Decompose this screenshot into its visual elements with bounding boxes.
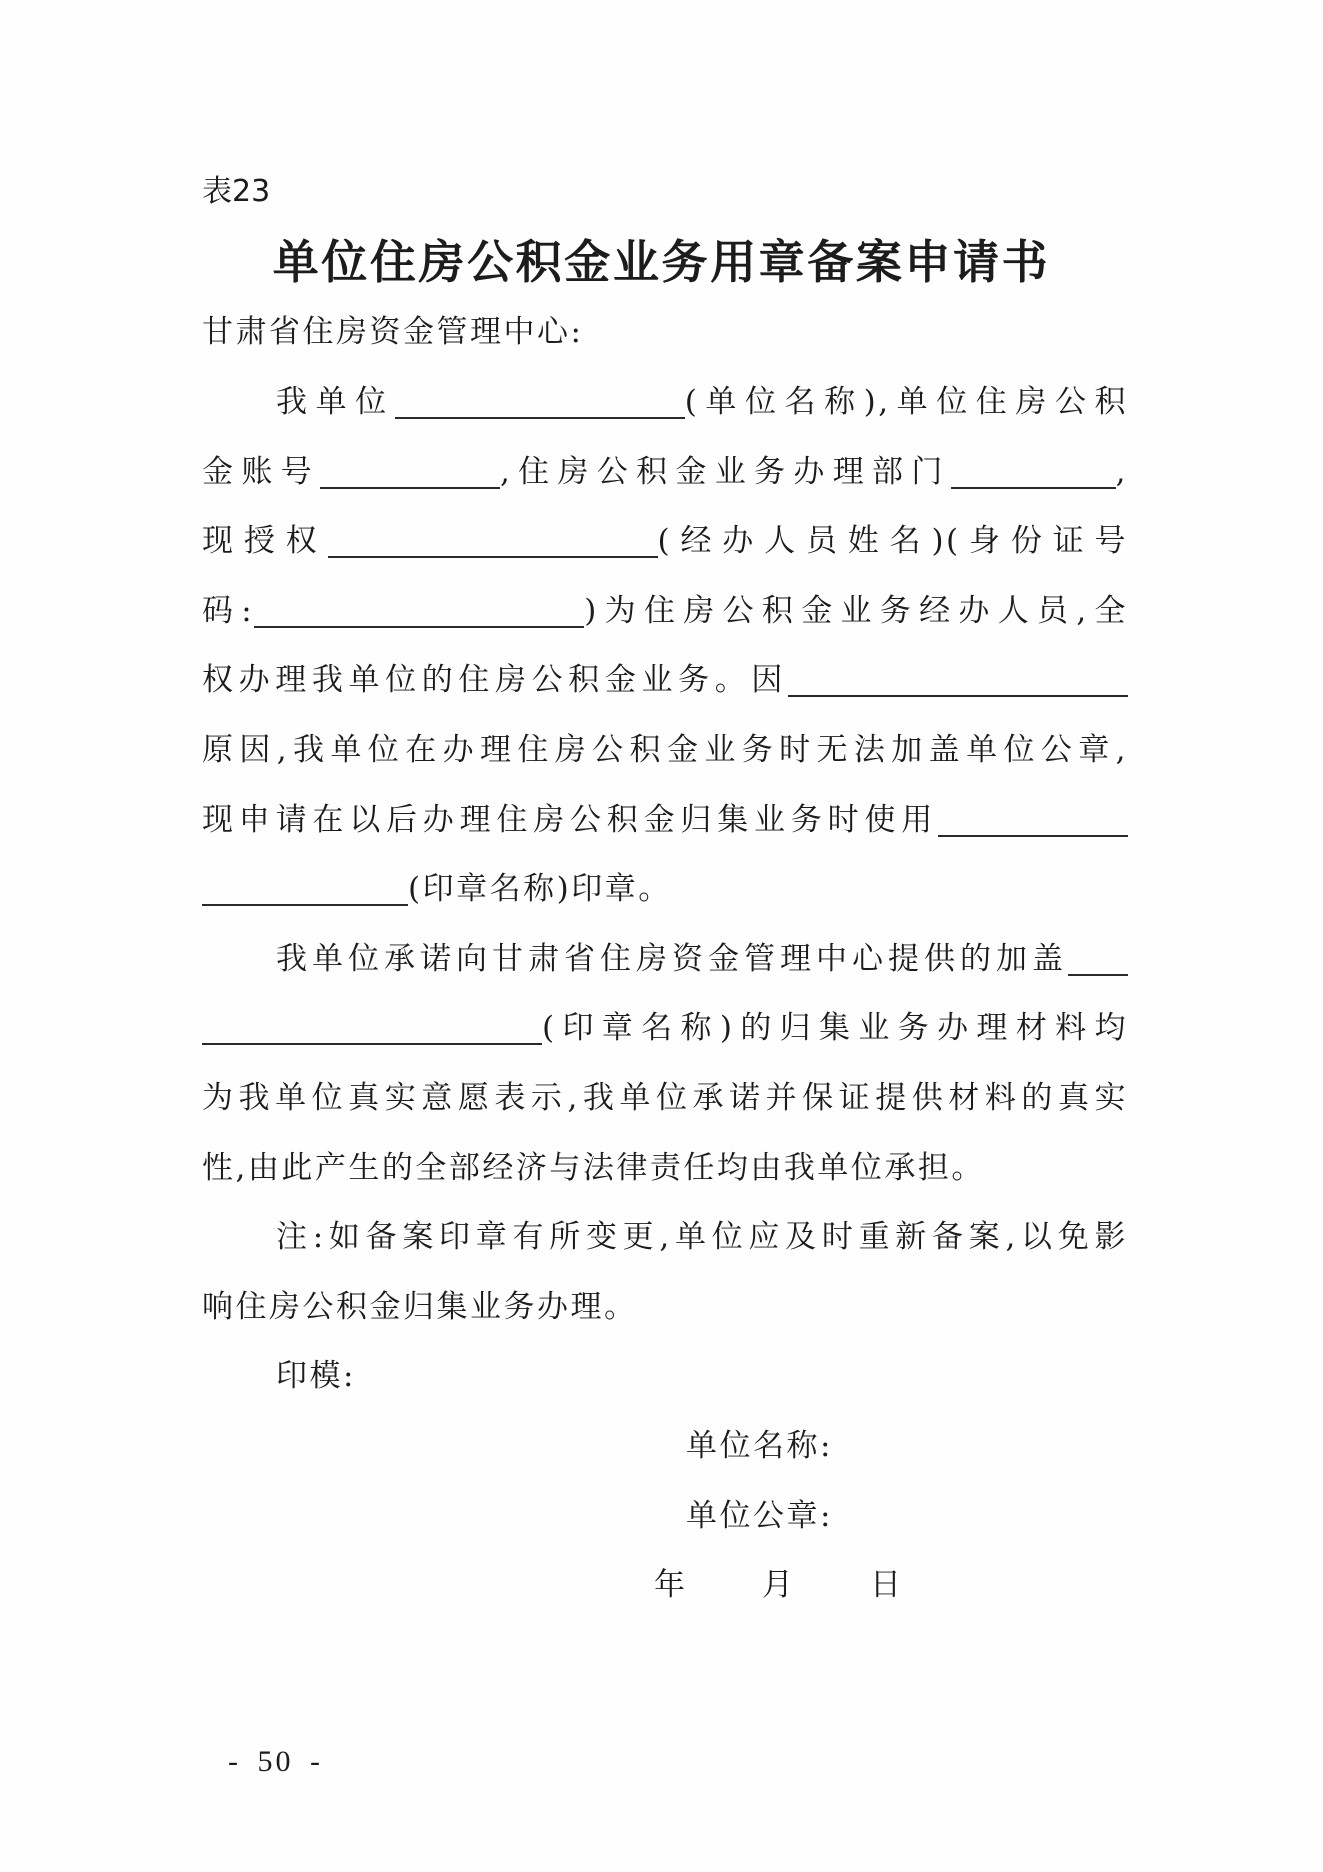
note-line-1: 注:如备案印章有所变更,单位应及时重新备案,以免影 — [276, 1219, 1128, 1255]
paragraph-text: (印章名称)的归集业务办理材料均 — [542, 1010, 1128, 1046]
seal-name-blank-part-1 — [938, 834, 1128, 837]
addressee: 甘肃省住房资金管理中心: — [202, 314, 584, 350]
stamped-seal-blank-part-2 — [202, 1042, 542, 1045]
paragraph-1-line-5 — [202, 645, 1128, 715]
paragraph-text: 我单位 — [276, 384, 395, 420]
paragraph-1-line-2 — [202, 437, 1128, 507]
paragraph-text: ,住房公积金业务办理部门 — [499, 454, 951, 490]
reason-blank — [788, 694, 1128, 697]
paragraph-2-line-3: 为我单位真实意愿表示,我单位承诺并保证提供材料的真实 — [202, 1080, 1128, 1116]
page-number: - 50 - — [228, 1745, 323, 1778]
department-blank — [951, 486, 1116, 489]
seal-name-blank-part-2 — [202, 903, 408, 906]
paragraph-1-line-3 — [202, 506, 1128, 576]
agent-name-blank — [328, 555, 658, 558]
paragraph-2-line-2 — [202, 993, 1128, 1063]
document-title: 单位住房公积金业务用章备案申请书 — [272, 235, 1051, 289]
paragraph-1-line-7 — [202, 785, 1128, 855]
table-label: 表23 — [202, 174, 271, 209]
paragraph-text: 码: — [202, 593, 255, 629]
unit-name-blank — [395, 416, 685, 419]
paragraph-2-line-1 — [202, 924, 1128, 994]
note-line-2: 响住房公积金归集业务办理。 — [202, 1289, 638, 1325]
paragraph-text: 现申请在以后办理住房公积金归集业务时使用 — [202, 802, 938, 838]
paragraph-text: (印章名称)印章。 — [408, 871, 672, 907]
paragraph-text: 权办理我单位的住房公积金业务。因 — [202, 662, 788, 698]
paragraph-text: )为住房公积金业务经办人员,全 — [584, 593, 1128, 629]
paragraph-1-line-1 — [202, 367, 1128, 437]
paragraph-2-line-4: 性,由此产生的全部经济与法律责任均由我单位承担。 — [202, 1150, 985, 1186]
paragraph-1-line-6: 原因,我单位在办理住房公积金业务时无法加盖单位公章, — [202, 732, 1128, 768]
paragraph-text: (经办人员姓名)(身份证号 — [657, 523, 1128, 559]
seal-impression-label: 印模: — [276, 1358, 356, 1394]
account-number-blank — [320, 486, 500, 489]
paragraph-1-line-8 — [202, 854, 1128, 924]
paragraph-text: , — [1115, 454, 1128, 490]
date-month-label: 月 — [762, 1567, 793, 1603]
date-day-label: 日 — [870, 1567, 901, 1603]
paragraph-text: 我单位承诺向甘肃省住房资金管理中心提供的加盖 — [276, 941, 1068, 977]
paragraph-text: (单位名称),单位住房公积 — [684, 384, 1128, 420]
stamped-seal-blank-part-1 — [1068, 973, 1128, 976]
id-number-blank — [254, 625, 584, 628]
unit-name-label: 单位名称: — [686, 1428, 833, 1464]
paragraph-1-line-4 — [202, 576, 1128, 646]
paragraph-text: 金账号 — [202, 454, 320, 490]
unit-seal-label: 单位公章: — [686, 1498, 833, 1534]
date-year-label: 年 — [654, 1567, 685, 1603]
paragraph-text: 现授权 — [202, 523, 328, 559]
